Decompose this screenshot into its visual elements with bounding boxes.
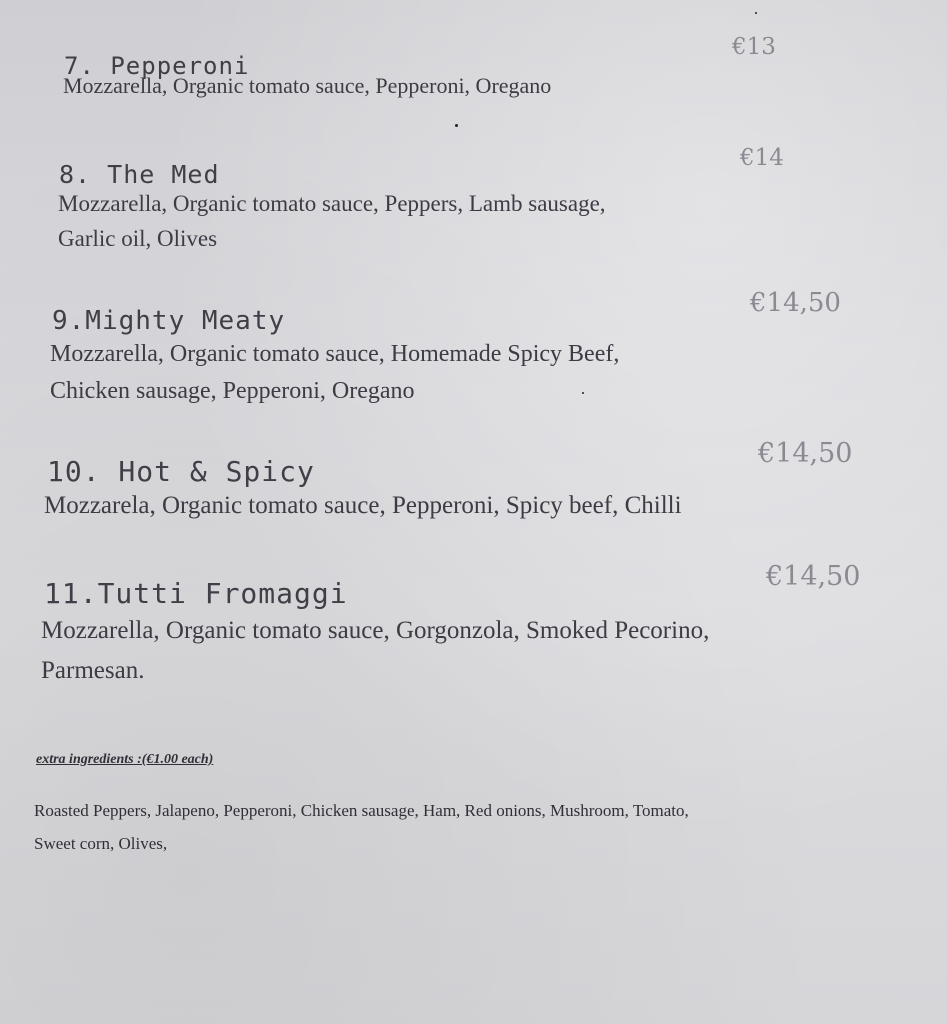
paper-speck	[582, 392, 584, 394]
menu-item-description	[63, 72, 551, 101]
menu-item-title: 7. Pepperoni	[64, 52, 250, 80]
menu-item-description	[41, 611, 709, 691]
description-line: Garlic oil, Olives	[58, 226, 218, 251]
extras-heading: extra ingredients :(€1.00 each)	[36, 752, 214, 767]
description-line: Mozzarella, Organic tomato sauce, Gorgonzola, Smoked Pecorino,	[41, 617, 710, 644]
menu-item-title: 8. The Med	[59, 160, 220, 189]
menu-item-description	[50, 336, 619, 410]
menu-item-title: 9.Mighty Meaty	[52, 306, 286, 336]
menu-item-price: €13	[732, 34, 776, 60]
menu-item-price: €14,50	[758, 438, 853, 469]
menu-item-title: 10. Hot & Spicy	[47, 455, 315, 488]
menu-item-price: €14	[740, 145, 784, 171]
extras-list	[34, 794, 689, 860]
description-line: Mozzarela, Organic tomato sauce, Pepperoni, Spicy beef, Chilli	[44, 492, 682, 519]
menu-item-description	[44, 490, 682, 523]
description-line: Parmesan.	[41, 657, 145, 684]
menu-item-price: €14,50	[766, 561, 861, 592]
description-line: Mozzarella, Organic tomato sauce, Homemade Spicy Beef,	[50, 341, 620, 367]
paper-speck	[755, 12, 757, 14]
description-line: Mozzarella, Organic tomato sauce, Peppers, Lamb sausage,	[58, 191, 606, 216]
menu-item-title: 11.Tutti Fromaggi	[44, 577, 348, 610]
paper-speck	[455, 124, 458, 127]
menu-item-price: €14,50	[750, 288, 841, 318]
menu-item-description	[58, 186, 606, 256]
description-line: Chicken sausage, Pepperoni, Oregano	[50, 378, 415, 404]
description-line: Mozzarella, Organic tomato sauce, Pepperoni, Oregano	[63, 73, 552, 98]
extras-line: Sweet corn, Olives,	[34, 834, 168, 853]
extras-line: Roasted Peppers, Jalapeno, Pepperoni, Chicken sausage, Ham, Red onions, Mushroom, Tomato,	[34, 801, 689, 820]
